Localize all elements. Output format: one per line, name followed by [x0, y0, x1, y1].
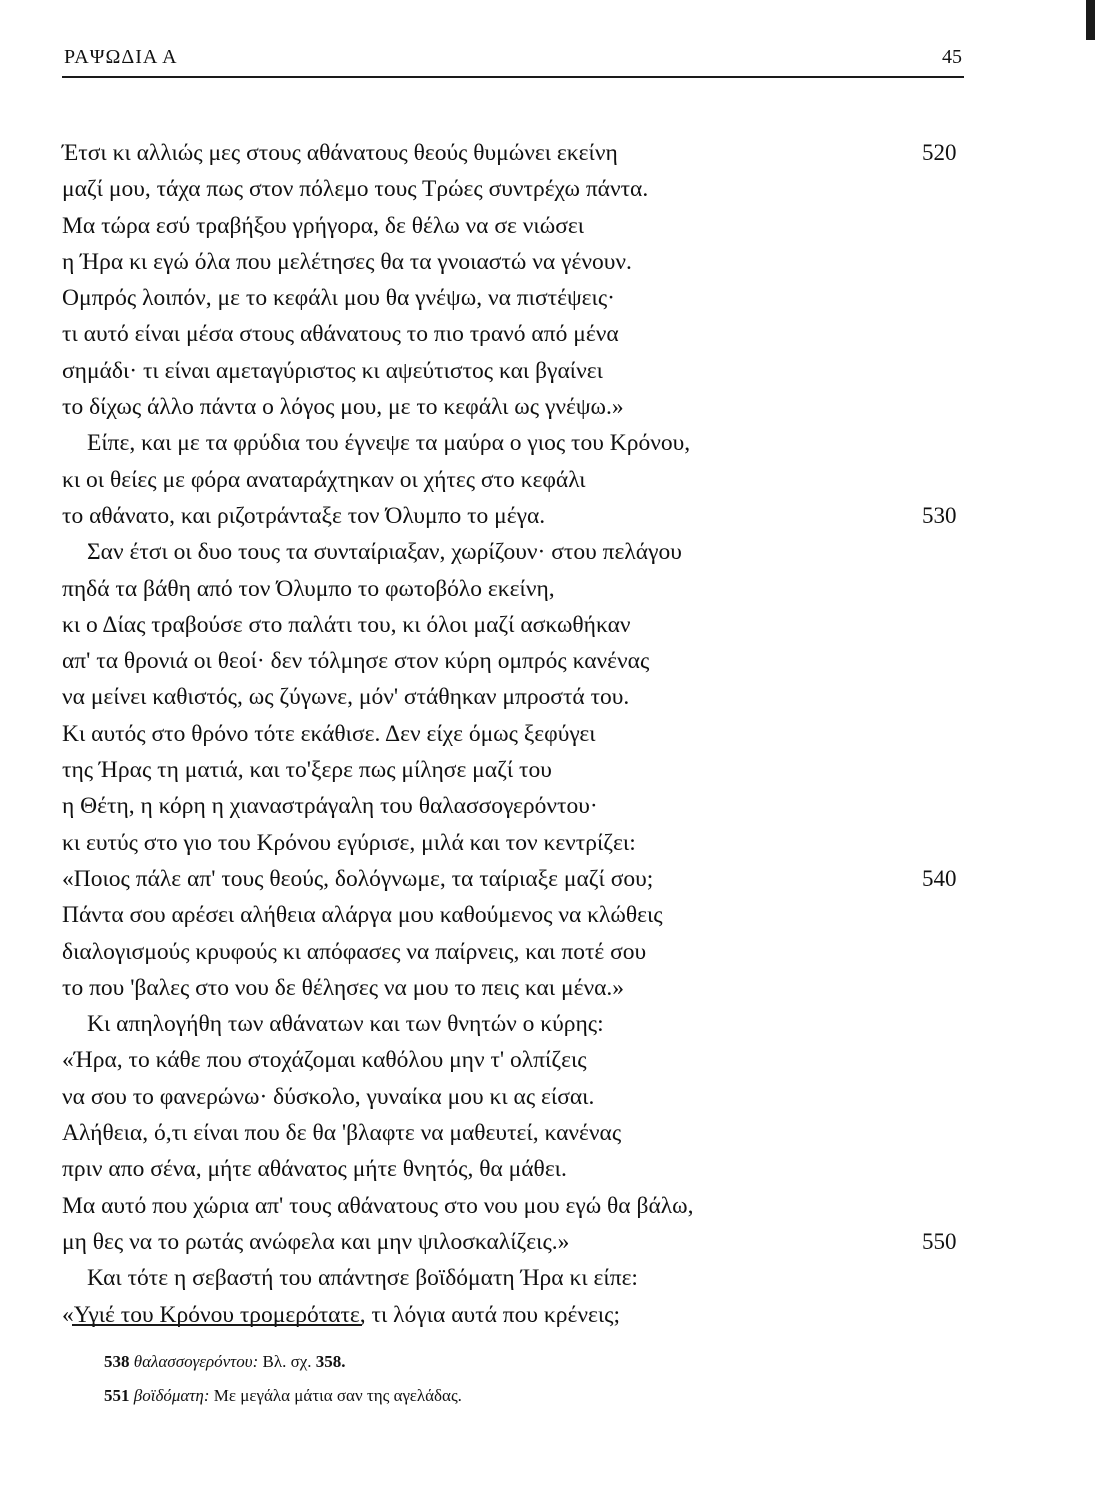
running-head: [62, 44, 964, 78]
verse-line: [0, 825, 1095, 861]
verse-line: [0, 716, 1095, 752]
verse-line: [0, 316, 1095, 352]
verse-line: [0, 244, 1095, 280]
verse-text: διαλογισμούς κρυφούς κι απόφασες να παίρνεις, και ποτέ σου: [62, 938, 647, 965]
verse-text: σημάδι· τι είναι αμεταγύριστος κι αψεύτιστος και βγαίνει: [62, 357, 603, 384]
verse-line: [0, 679, 1095, 715]
verse-text: μη θες να το ρωτάς ανώφελα και μην ψιλοσκαλίζεις.»: [62, 1228, 570, 1255]
verse-text: πριν απο σένα, μήτε αθάνατος μήτε θνητός, θα μάθει.: [62, 1156, 567, 1183]
verse-line: [0, 1188, 1095, 1224]
verse-line: [0, 970, 1095, 1006]
verse-line: [0, 1260, 1095, 1296]
verse-text: της Ήρας τη ματιά, και το'ξερε πως μίλησε μαζί του: [62, 757, 552, 784]
verse-line: [0, 788, 1095, 824]
verse-line: [0, 934, 1095, 970]
line-number: 530: [922, 502, 957, 528]
verse-line: [0, 1006, 1095, 1042]
verse-line: [0, 389, 1095, 425]
running-title: ΡΑΨΩΔΙΑ Α: [64, 46, 178, 68]
verse-text: κι ευτύς στο γιο του Κρόνου εγύρισε, μιλά και τον κεντρίζει:: [62, 829, 636, 856]
verse-line: [0, 425, 1095, 461]
verse-text: Κι απηλογήθη των αθάνατων και των θνητών ο κύρης:: [87, 1011, 604, 1038]
verse-text: Κι αυτός στο θρόνο τότε εκάθισε. Δεν είχε όμως ξεφύγει: [62, 720, 596, 747]
verse-text: «Υγιέ του Κρόνου τρομερότατε, τι λόγια αυτά που κρένεις;: [62, 1301, 620, 1328]
line-number: 520: [922, 140, 957, 165]
verse-line: [0, 462, 1095, 498]
line-number: 540: [922, 865, 957, 891]
verse-text: το δίχως άλλο πάντα ο λόγος μου, με το κεφάλι ως γνέψω.»: [62, 394, 624, 421]
verse-text: κι οι θείες με φόρα αναταράχτηκαν οι χήτες στο κεφάλι: [62, 466, 586, 493]
verse-text: το που 'βαλες στο νου δε θέλησες να μου το πεις και μένα.»: [62, 974, 625, 1001]
verse-text: Σαν έτσι οι δυο τους τα συνταίριαξαν, χωρίζουν· στου πελάγου: [87, 539, 682, 566]
verse-line: [0, 498, 1095, 534]
verse-text: Μα αυτό που χώρια απ' τους αθάνατους στο νου μου εγώ θα βάλω,: [62, 1192, 694, 1219]
verse-line: [0, 1297, 1095, 1333]
verse-text: Και τότε η σεβαστή του απάντησε βοϊδόματη Ήρα κι είπε:: [87, 1265, 638, 1292]
verse-line: [0, 171, 1095, 207]
footnote-text: Βλ. σχ.: [262, 1352, 312, 1371]
verse-line: [0, 208, 1095, 244]
verse-text: «Ήρα, το κάθε που στοχάζομαι καθόλου μην τ' ολπίζεις: [62, 1047, 587, 1074]
verse-line: [0, 571, 1095, 607]
verse-text: Αλήθεια, ό,τι είναι που δε θα 'βλαφτε να μαθευτεί, κανένας: [62, 1120, 622, 1147]
verse-text: Πάντα σου αρέσει αλήθεια αλάργα μου καθούμενος να κλώθεις: [62, 902, 663, 929]
verse-line: [0, 861, 1095, 897]
poem-body: [0, 135, 1095, 1333]
verse-text: να σου το φανερώνω· δύσκολο, γυναίκα μου κι ας είσαι.: [62, 1083, 595, 1110]
verse-line: [0, 534, 1095, 570]
verse-text: απ' τα θρονιά οι θεοί· δεν τόλμησε στον κύρη ομπρός κανένας: [62, 648, 650, 675]
verse-text: Έτσι κι αλλιώς μες στους αθάνατους θεούς θυμώνει εκείνη: [62, 140, 618, 166]
page-number: 45: [942, 46, 962, 68]
footnote: [104, 1379, 904, 1413]
footnote-reference: 358.: [315, 1352, 346, 1371]
verse-text: Μα τώρα εσύ τραβήξου γρήγορα, δε θέλω να σε νιώσει: [62, 212, 585, 239]
verse-line: [0, 643, 1095, 679]
verse-line: [0, 897, 1095, 933]
verse-line: [0, 1115, 1095, 1151]
verse-line: [0, 1079, 1095, 1115]
verse-line: [0, 1042, 1095, 1078]
verse-text: τι αυτό είναι μέσα στους αθάνατους το πιο τρανό από μένα: [62, 321, 619, 348]
footnotes: [104, 1345, 904, 1413]
verse-text: «Ποιος πάλε απ' τους θεούς, δολόγνωμε, τα ταίριαξε μαζί σου;: [62, 865, 654, 892]
footnote-term: θαλασσογερόντου:: [133, 1352, 259, 1371]
verse-line: [0, 607, 1095, 643]
footnote: [104, 1345, 904, 1379]
verse-text: κι ο Δίας τραβούσε στο παλάτι του, κι όλοι μαζί ασκωθήκαν: [62, 611, 631, 638]
verse-text: Ομπρός λοιπόν, με το κεφάλι μου θα γνέψω, να πιστέψεις·: [62, 285, 615, 312]
verse-text: μαζί μου, τάχα πως στον πόλεμο τους Τρώες συντρέχω πάντα.: [62, 176, 649, 203]
footnote-number: 551: [104, 1386, 130, 1405]
footnote-number: 538: [104, 1352, 130, 1371]
verse-text: πηδά τα βάθη από τον Όλυμπο το φωτοβόλο εκείνη,: [62, 575, 555, 602]
verse-text: η Ήρα κι εγώ όλα που μελέτησες θα τα γνοιαστώ να γένουν.: [62, 248, 632, 275]
verse-line: [0, 280, 1095, 316]
footnote-divider: [72, 1324, 362, 1326]
verse-line: [0, 1151, 1095, 1187]
footnote-text: Με μεγάλα μάτια σαν της αγελάδας.: [213, 1386, 462, 1405]
verse-text: Είπε, και με τα φρύδια του έγνεψε τα μαύρα ο γιος του Κρόνου,: [87, 430, 691, 457]
footnote-term: βοϊδόματη:: [133, 1386, 210, 1405]
verse-line: [0, 135, 1095, 171]
verse-text: να μείνει καθιστός, ως ζύγωνε, μόν' στάθηκαν μπροστά του.: [62, 684, 630, 711]
verse-line: [0, 1224, 1095, 1260]
verse-line: [0, 353, 1095, 389]
page-edge-mark: [1086, 0, 1095, 40]
verse-text: το αθάνατο, και ριζοτράνταξε τον Όλυμπο το μέγα.: [62, 502, 546, 529]
verse-text: η Θέτη, η κόρη η χιαναστράγαλη του θαλασσογερόντου·: [62, 793, 598, 820]
line-number: 550: [922, 1228, 957, 1254]
verse-line: [0, 752, 1095, 788]
